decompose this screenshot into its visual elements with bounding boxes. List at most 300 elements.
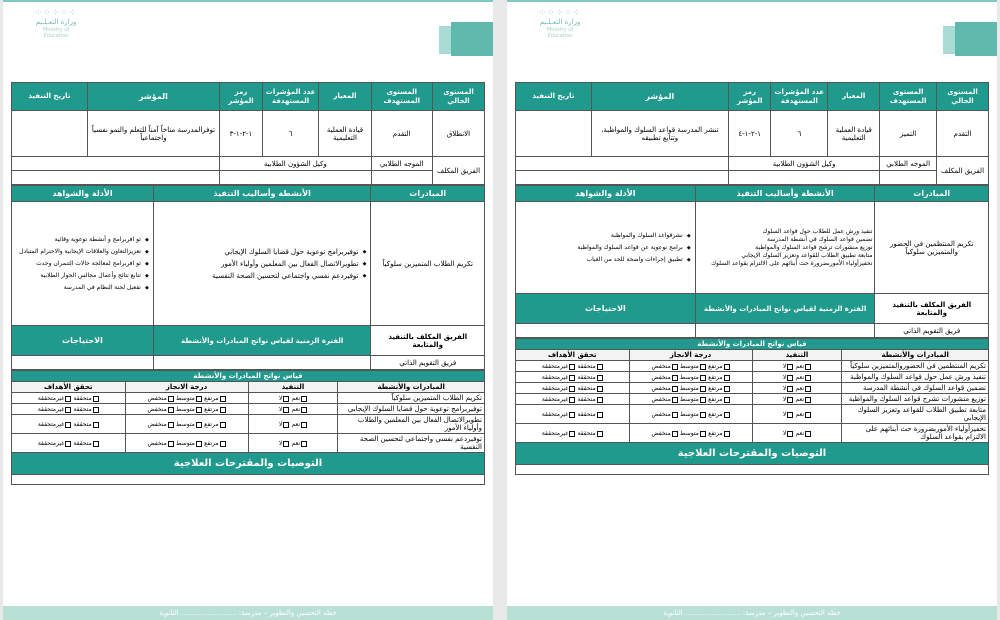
checkbox-option[interactable] bbox=[279, 395, 289, 402]
measure-row bbox=[516, 424, 989, 443]
checkbox-label: متوسط bbox=[680, 385, 699, 392]
checkbox[interactable] bbox=[805, 431, 811, 437]
checkbox[interactable] bbox=[168, 407, 174, 413]
checkbox-option[interactable] bbox=[652, 396, 678, 403]
checkbox-option[interactable] bbox=[578, 374, 603, 381]
hdr-exec: التنفيذ bbox=[752, 350, 842, 361]
checkbox-option[interactable] bbox=[652, 363, 678, 370]
checkbox-option[interactable] bbox=[708, 396, 729, 403]
checkbox[interactable] bbox=[196, 396, 202, 402]
checkbox-option[interactable] bbox=[38, 440, 71, 447]
checkbox[interactable] bbox=[569, 397, 575, 403]
options-cell bbox=[752, 424, 842, 443]
checkbox[interactable] bbox=[569, 386, 575, 392]
options-cell bbox=[752, 372, 842, 383]
recommendations-title: التوصيات والمقترحات العلاجية bbox=[12, 453, 485, 475]
hdr-achieve: درجة الانجاز bbox=[629, 350, 752, 361]
checkbox-option[interactable] bbox=[204, 406, 225, 413]
checkbox[interactable] bbox=[168, 422, 174, 428]
team-member-1: الموجه الطلابي bbox=[880, 157, 937, 171]
checkbox[interactable] bbox=[724, 397, 730, 403]
checkbox-option[interactable] bbox=[795, 385, 811, 392]
checkbox[interactable] bbox=[724, 386, 730, 392]
evidence-item: ◆ تعزيزالتعاون والعلاقات الإيجابية والاحترام المتبادل bbox=[16, 247, 149, 257]
checkbox[interactable] bbox=[672, 412, 678, 418]
hdr-goals: تحقق الأهداف bbox=[12, 382, 126, 393]
activity-item: تنفيذ ورش عمل للطلاب حول قواعد السلوك bbox=[762, 227, 873, 235]
checkbox-label: نعم bbox=[795, 396, 805, 403]
checkbox[interactable] bbox=[672, 431, 678, 437]
timeframe-label: الفترة الزمنية لقياس نواتج المبادرات والأنشطة bbox=[695, 294, 875, 324]
options-cell bbox=[248, 434, 338, 453]
checkbox-label: مرتفع bbox=[708, 396, 723, 403]
checkbox[interactable] bbox=[65, 441, 71, 447]
checkbox[interactable] bbox=[805, 412, 811, 418]
checkbox-label: مرتفع bbox=[708, 385, 723, 392]
activity-item: متابعة تطبيق الطلاب للقواعد وتعزيز السلوك الإيجابي bbox=[741, 251, 873, 259]
checkbox-option[interactable] bbox=[795, 411, 811, 418]
checkbox[interactable] bbox=[93, 441, 99, 447]
checkbox[interactable] bbox=[597, 431, 603, 437]
plan-form-left bbox=[11, 82, 485, 485]
checkbox-option[interactable] bbox=[680, 363, 706, 370]
checkbox-option[interactable] bbox=[291, 440, 307, 447]
checkbox[interactable] bbox=[65, 396, 71, 402]
checkbox-option[interactable] bbox=[38, 406, 71, 413]
options-cell bbox=[752, 361, 842, 372]
activities-cell bbox=[695, 202, 875, 294]
options-cell bbox=[248, 393, 338, 404]
checkbox-label: غيرمتحققة bbox=[541, 411, 569, 418]
hdr-standard: المعيار bbox=[319, 83, 371, 111]
checkbox-option[interactable] bbox=[652, 374, 678, 381]
checkbox[interactable] bbox=[724, 412, 730, 418]
checkbox[interactable] bbox=[700, 412, 706, 418]
evidence-cell bbox=[516, 202, 696, 294]
needs-label: الاحتياجات bbox=[516, 294, 696, 324]
checkbox[interactable] bbox=[168, 441, 174, 447]
checkbox[interactable] bbox=[283, 396, 289, 402]
checkbox[interactable] bbox=[301, 441, 307, 447]
checkbox-option[interactable] bbox=[680, 411, 706, 418]
checkbox[interactable] bbox=[220, 407, 226, 413]
checkbox-option[interactable] bbox=[542, 430, 575, 437]
checkbox-label: منخفض bbox=[147, 421, 167, 428]
measure-row bbox=[12, 393, 485, 404]
recommendations-area bbox=[516, 465, 989, 475]
measure-row bbox=[516, 383, 989, 394]
measure-table-right bbox=[515, 338, 989, 475]
checkbox-option[interactable] bbox=[204, 421, 225, 428]
hdr-indicator: المؤشر bbox=[87, 83, 219, 111]
checkbox-label: مرتفع bbox=[708, 430, 723, 437]
hdr-indicators-count: عدد المؤشرات المستهدفة bbox=[771, 83, 828, 111]
checkbox[interactable] bbox=[787, 386, 793, 392]
checkbox-option[interactable] bbox=[680, 430, 706, 437]
checkbox[interactable] bbox=[301, 396, 307, 402]
checkbox-option[interactable] bbox=[578, 430, 603, 437]
checkbox-option[interactable] bbox=[783, 374, 793, 381]
checkbox[interactable] bbox=[724, 364, 730, 370]
decor-block bbox=[943, 26, 955, 54]
options-cell bbox=[12, 393, 126, 404]
hdr-exec: التنفيذ bbox=[248, 382, 338, 393]
checkbox-label: غيرمتحققة bbox=[37, 421, 65, 428]
self-eval-label: فريق التقويم الذاتي bbox=[875, 324, 989, 338]
checkbox-option[interactable] bbox=[783, 411, 793, 418]
hdr-initiatives: المبادرات bbox=[875, 186, 989, 202]
hdr-initiatives: المبادرات bbox=[371, 186, 485, 202]
checkbox-label: متحققة bbox=[577, 411, 596, 418]
checkbox-option[interactable] bbox=[795, 430, 811, 437]
checkbox-label: منخفض bbox=[651, 430, 671, 437]
checkbox-option[interactable] bbox=[680, 374, 706, 381]
hdr-goals: تحقق الأهداف bbox=[516, 350, 630, 361]
hdr-activities: الأنشطة وأساليب التنفيذ bbox=[153, 186, 371, 202]
activities-table bbox=[515, 185, 989, 338]
checkbox-label: غيرمتحققة bbox=[37, 440, 65, 447]
checkbox-label: متحققة bbox=[73, 440, 92, 447]
indicator-code: ١-٢-١-٤ bbox=[728, 111, 771, 157]
checkbox-label: نعم bbox=[795, 374, 805, 381]
checkbox[interactable] bbox=[220, 422, 226, 428]
checkbox-label: غيرمتحققة bbox=[541, 374, 569, 381]
checkbox[interactable] bbox=[805, 386, 811, 392]
checkbox-label: مرتفع bbox=[204, 406, 219, 413]
checkbox-label: مرتفع bbox=[708, 411, 723, 418]
checkbox-option[interactable] bbox=[291, 406, 307, 413]
checkbox-option[interactable] bbox=[74, 421, 99, 428]
team-exec-label: الفريق المكلف بالتنفيذ والمتابعة bbox=[875, 294, 989, 324]
checkbox[interactable] bbox=[672, 364, 678, 370]
options-cell bbox=[629, 372, 752, 383]
hdr-standard: المعيار bbox=[828, 83, 880, 111]
checkbox[interactable] bbox=[597, 364, 603, 370]
options-cell bbox=[629, 424, 752, 443]
checkbox[interactable] bbox=[283, 407, 289, 413]
checkbox-option[interactable] bbox=[74, 406, 99, 413]
checkbox-label: متحققة bbox=[73, 395, 92, 402]
options-cell bbox=[12, 404, 126, 415]
checkbox-option[interactable] bbox=[795, 374, 811, 381]
checkbox-option[interactable] bbox=[783, 363, 793, 370]
hdr-target-level: المستوى المستهدف bbox=[880, 83, 937, 111]
checkbox-option[interactable] bbox=[578, 396, 603, 403]
checkbox[interactable] bbox=[168, 396, 174, 402]
checkbox-option[interactable] bbox=[74, 440, 99, 447]
checkbox-label: متوسط bbox=[680, 363, 699, 370]
hdr-achieve: درجة الانجاز bbox=[125, 382, 248, 393]
options-cell bbox=[516, 405, 630, 424]
checkbox-label: متوسط bbox=[176, 440, 195, 447]
measure-row-label: متابعة تطبيق الطلاب للقواعد وتعزيز السلوك الإيجابي bbox=[842, 405, 989, 424]
checkbox-option[interactable] bbox=[578, 411, 603, 418]
checkbox[interactable] bbox=[672, 397, 678, 403]
checkbox-option[interactable] bbox=[542, 385, 575, 392]
checkbox-option[interactable] bbox=[708, 430, 729, 437]
checkbox-label: منخفض bbox=[147, 406, 167, 413]
checkbox-label: نعم bbox=[795, 430, 805, 437]
checkbox-option[interactable] bbox=[680, 396, 706, 403]
checkbox[interactable] bbox=[93, 396, 99, 402]
options-cell bbox=[12, 434, 126, 453]
decor-block bbox=[451, 22, 493, 56]
checkbox-option[interactable] bbox=[542, 396, 575, 403]
measure-row-label: توفيردعم نفسي واجتماعي لتحسين الصحة النفسية bbox=[338, 434, 485, 453]
checkbox-option[interactable] bbox=[652, 430, 678, 437]
checkbox[interactable] bbox=[569, 375, 575, 381]
checkbox-label: لا bbox=[278, 406, 283, 413]
options-cell bbox=[516, 361, 630, 372]
checkbox-option[interactable] bbox=[148, 395, 174, 402]
hdr-current-level: المستوى الحالي bbox=[432, 83, 484, 111]
checkbox-label: متحققة bbox=[577, 363, 596, 370]
checkbox[interactable] bbox=[65, 407, 71, 413]
checkbox-label: نعم bbox=[291, 440, 301, 447]
checkbox[interactable] bbox=[724, 375, 730, 381]
checkbox-option[interactable] bbox=[148, 440, 174, 447]
hdr-evidence: الأدلة والشواهد bbox=[516, 186, 696, 202]
activities-table bbox=[11, 185, 485, 370]
checkbox[interactable] bbox=[283, 441, 289, 447]
measure-row-label: تطويرالاتصال الفعال بين المعلمين والطلاب وأولياء الأمور bbox=[338, 415, 485, 434]
checkbox[interactable] bbox=[672, 375, 678, 381]
checkbox-label: نعم bbox=[291, 406, 301, 413]
indicators-count: ٦ bbox=[771, 111, 828, 157]
options-cell bbox=[516, 424, 630, 443]
checkbox-option[interactable] bbox=[652, 385, 678, 392]
checkbox-label: غيرمتحققة bbox=[541, 363, 569, 370]
checkbox[interactable] bbox=[787, 412, 793, 418]
checkbox-option[interactable] bbox=[176, 421, 202, 428]
checkbox-option[interactable] bbox=[708, 363, 729, 370]
measure-row bbox=[516, 394, 989, 405]
checkbox-label: لا bbox=[782, 411, 787, 418]
checkbox-option[interactable] bbox=[708, 374, 729, 381]
activity-item: تحفيزأولياء الأموربضرورة حث أبنائهم على الالتزام بقواعد السلوك bbox=[711, 259, 873, 267]
checkbox[interactable] bbox=[301, 407, 307, 413]
evidence-item: ◆ تو افربرامج لمعالجة حالات التنمران وجدت bbox=[16, 259, 149, 269]
checkbox-label: غيرمتحققة bbox=[541, 385, 569, 392]
ministry-logo: ⁘⁘⁘⁘⁘ وزارة التعـلـيم Ministry of Education bbox=[538, 8, 582, 39]
checkbox-option[interactable] bbox=[783, 396, 793, 403]
checkbox[interactable] bbox=[569, 412, 575, 418]
checkbox-label: نعم bbox=[291, 421, 301, 428]
options-cell bbox=[629, 394, 752, 405]
checkbox[interactable] bbox=[220, 396, 226, 402]
checkbox-label: منخفض bbox=[651, 363, 671, 370]
checkbox-option[interactable] bbox=[279, 440, 289, 447]
checkbox-option[interactable] bbox=[176, 406, 202, 413]
exec-date bbox=[12, 111, 88, 157]
checkbox-label: مرتفع bbox=[708, 374, 723, 381]
checkbox[interactable] bbox=[805, 397, 811, 403]
measure-row bbox=[516, 372, 989, 383]
indicator: تنشر المدرسة قواعد السلوك والمواظبة، وتتابع تطبيقه bbox=[591, 111, 728, 157]
checkbox[interactable] bbox=[569, 364, 575, 370]
checkbox[interactable] bbox=[787, 375, 793, 381]
self-eval-label: فريق التقويم الذاتي bbox=[371, 356, 485, 370]
measure-title: قياس نواتج المبادرات والأنشطة bbox=[12, 371, 485, 382]
checkbox[interactable] bbox=[196, 441, 202, 447]
activities-cell bbox=[153, 202, 371, 326]
checkbox-option[interactable] bbox=[279, 406, 289, 413]
checkbox-label: متحققة bbox=[73, 421, 92, 428]
initiative: تكريم الطلاب المتميزين سلوكياً bbox=[371, 202, 485, 326]
checkbox-label: متحققة bbox=[577, 385, 596, 392]
measure-title: قياس نواتج المبادرات والأنشطة bbox=[516, 339, 989, 350]
checkbox[interactable] bbox=[700, 375, 706, 381]
checkbox[interactable] bbox=[65, 422, 71, 428]
checkbox[interactable] bbox=[805, 364, 811, 370]
checkbox-label: متوسط bbox=[680, 374, 699, 381]
measure-row-label: توفيربرامج توعوية حول قضايا السلوك الإيجابي bbox=[338, 404, 485, 415]
checkbox-label: منخفض bbox=[651, 396, 671, 403]
current-level: التقدم bbox=[936, 111, 988, 157]
checkbox-option[interactable] bbox=[578, 363, 603, 370]
checkbox-label: غيرمتحققة bbox=[541, 430, 569, 437]
checkbox[interactable] bbox=[597, 397, 603, 403]
checkbox-option[interactable] bbox=[783, 385, 793, 392]
checkbox-label: لا bbox=[278, 440, 283, 447]
checkbox-label: غيرمتحققة bbox=[541, 396, 569, 403]
checkbox[interactable] bbox=[569, 431, 575, 437]
evidence-item: ◆ تتابع نتائج وأعمال مجالس الحوار الطلابية bbox=[16, 271, 149, 281]
ministry-logo: ⁘⁘⁘⁘⁘ وزارة التعـلـيم Ministry of Education bbox=[34, 8, 78, 39]
checkbox-option[interactable] bbox=[542, 374, 575, 381]
checkbox[interactable] bbox=[597, 375, 603, 381]
team-exec-label: الفريق المكلف بالتنفيذ والمتابعة bbox=[371, 326, 485, 356]
checkbox-option[interactable] bbox=[652, 411, 678, 418]
checkbox[interactable] bbox=[700, 397, 706, 403]
checkbox-label: نعم bbox=[795, 385, 805, 392]
options-cell bbox=[516, 372, 630, 383]
checkbox[interactable] bbox=[700, 431, 706, 437]
checkbox-option[interactable] bbox=[542, 411, 575, 418]
options-cell bbox=[752, 405, 842, 424]
options-cell bbox=[248, 415, 338, 434]
checkbox[interactable] bbox=[283, 422, 289, 428]
checkbox-option[interactable] bbox=[148, 406, 174, 413]
evidence-item: ◆ تطبيق إجراءات واضحة للحد من الغياب bbox=[520, 255, 691, 265]
team-member-2: وكيل الشؤون الطلابية bbox=[220, 157, 371, 171]
hdr-init-act: المبادرات والأنشطة bbox=[338, 382, 485, 393]
options-cell bbox=[516, 394, 630, 405]
checkbox-option[interactable] bbox=[176, 440, 202, 447]
decor-block bbox=[955, 22, 997, 56]
activity-item: ◆ توفيربرامج توعوية حول قضايا السلوك الإيجابي bbox=[158, 247, 367, 257]
checkbox-option[interactable] bbox=[578, 385, 603, 392]
checkbox[interactable] bbox=[724, 431, 730, 437]
page-footer: خطة التحسين والتطوير – مدرسة: ......................... الثانوية bbox=[507, 606, 997, 620]
hdr-indicator: المؤشر bbox=[591, 83, 728, 111]
checkbox-option[interactable] bbox=[783, 430, 793, 437]
checkbox-option[interactable] bbox=[708, 385, 729, 392]
team-member-2: وكيل الشؤون الطلابية bbox=[728, 157, 879, 171]
options-cell bbox=[125, 415, 248, 434]
checkbox[interactable] bbox=[220, 441, 226, 447]
evidence-item: ◆ تو افربرامج و أنشطة توعوية وقائية bbox=[16, 235, 149, 245]
checkbox-label: لا bbox=[782, 363, 787, 370]
evidence-item: ◆ برامج توعوية عن قواعد السلوك والمواظبة bbox=[520, 243, 691, 253]
checkbox-option[interactable] bbox=[680, 385, 706, 392]
checkbox[interactable] bbox=[196, 422, 202, 428]
checkbox-option[interactable] bbox=[542, 363, 575, 370]
checkbox-option[interactable] bbox=[291, 421, 307, 428]
options-cell bbox=[752, 394, 842, 405]
hdr-current-level: المستوى الحالي bbox=[936, 83, 988, 111]
checkbox[interactable] bbox=[672, 386, 678, 392]
checkbox-option[interactable] bbox=[795, 363, 811, 370]
checkbox-option[interactable] bbox=[204, 395, 225, 402]
checkbox-option[interactable] bbox=[279, 421, 289, 428]
hdr-evidence: الأدلة والشواهد bbox=[12, 186, 154, 202]
checkbox[interactable] bbox=[301, 422, 307, 428]
options-cell bbox=[248, 404, 338, 415]
checkbox[interactable] bbox=[93, 422, 99, 428]
indicators-count: ٦ bbox=[262, 111, 319, 157]
measure-row-label: تضمين قواعد السلوك في أنشطة المدرسة bbox=[842, 383, 989, 394]
checkbox-option[interactable] bbox=[148, 421, 174, 428]
checkbox[interactable] bbox=[93, 407, 99, 413]
checkbox[interactable] bbox=[787, 431, 793, 437]
checkbox-option[interactable] bbox=[291, 395, 307, 402]
checkbox-label: غيرمتحققة bbox=[37, 406, 65, 413]
plan-form-right bbox=[515, 82, 989, 475]
checkbox-label: غيرمتحققة bbox=[37, 395, 65, 402]
page-footer: خطة التحسين والتطوير – مدرسة: ......................... الثانوية bbox=[3, 606, 493, 620]
checkbox[interactable] bbox=[787, 364, 793, 370]
checkbox[interactable] bbox=[700, 364, 706, 370]
checkbox-option[interactable] bbox=[74, 395, 99, 402]
checkbox-option[interactable] bbox=[795, 396, 811, 403]
measure-row bbox=[12, 434, 485, 453]
measure-row-label: توزيع منشورات تشرح قواعد السلوك والمواظبة bbox=[842, 394, 989, 405]
checkbox[interactable] bbox=[196, 407, 202, 413]
checkbox-option[interactable] bbox=[38, 395, 71, 402]
checkbox-label: لا bbox=[782, 396, 787, 403]
checkbox[interactable] bbox=[597, 412, 603, 418]
hdr-exec-date: تاريخ التنفيذ bbox=[12, 83, 88, 111]
options-cell bbox=[12, 415, 126, 434]
current-level: الانطلاق bbox=[432, 111, 484, 157]
checkbox[interactable] bbox=[805, 375, 811, 381]
evidence-item: ◆ تفعيل لجنة النظام في المدرسة bbox=[16, 283, 149, 293]
checkbox[interactable] bbox=[787, 397, 793, 403]
team-label: الفريق المكلف bbox=[936, 157, 988, 185]
checkbox-label: لا bbox=[782, 430, 787, 437]
checkbox-option[interactable] bbox=[708, 411, 729, 418]
measure-row bbox=[516, 405, 989, 424]
checkbox[interactable] bbox=[597, 386, 603, 392]
checkbox-option[interactable] bbox=[176, 395, 202, 402]
indicator-code: ١-٢-١-٣ bbox=[220, 111, 263, 157]
evidence-cell bbox=[12, 202, 154, 326]
checkbox-option[interactable] bbox=[204, 440, 225, 447]
hdr-activities: الأنشطة وأساليب التنفيذ bbox=[695, 186, 875, 202]
measure-row bbox=[516, 361, 989, 372]
hdr-exec-date: تاريخ التنفيذ bbox=[516, 83, 592, 111]
checkbox-label: متحققة bbox=[73, 406, 92, 413]
options-cell bbox=[125, 404, 248, 415]
checkbox[interactable] bbox=[700, 386, 706, 392]
checkbox-label: منخفض bbox=[651, 385, 671, 392]
checkbox-label: متوسط bbox=[176, 406, 195, 413]
measure-row-label: تكريم الطلاب المتميزين سلوكياً bbox=[338, 393, 485, 404]
checkbox-option[interactable] bbox=[38, 421, 71, 428]
checkbox-label: متحققة bbox=[577, 374, 596, 381]
team-label: الفريق المكلف bbox=[432, 157, 484, 185]
